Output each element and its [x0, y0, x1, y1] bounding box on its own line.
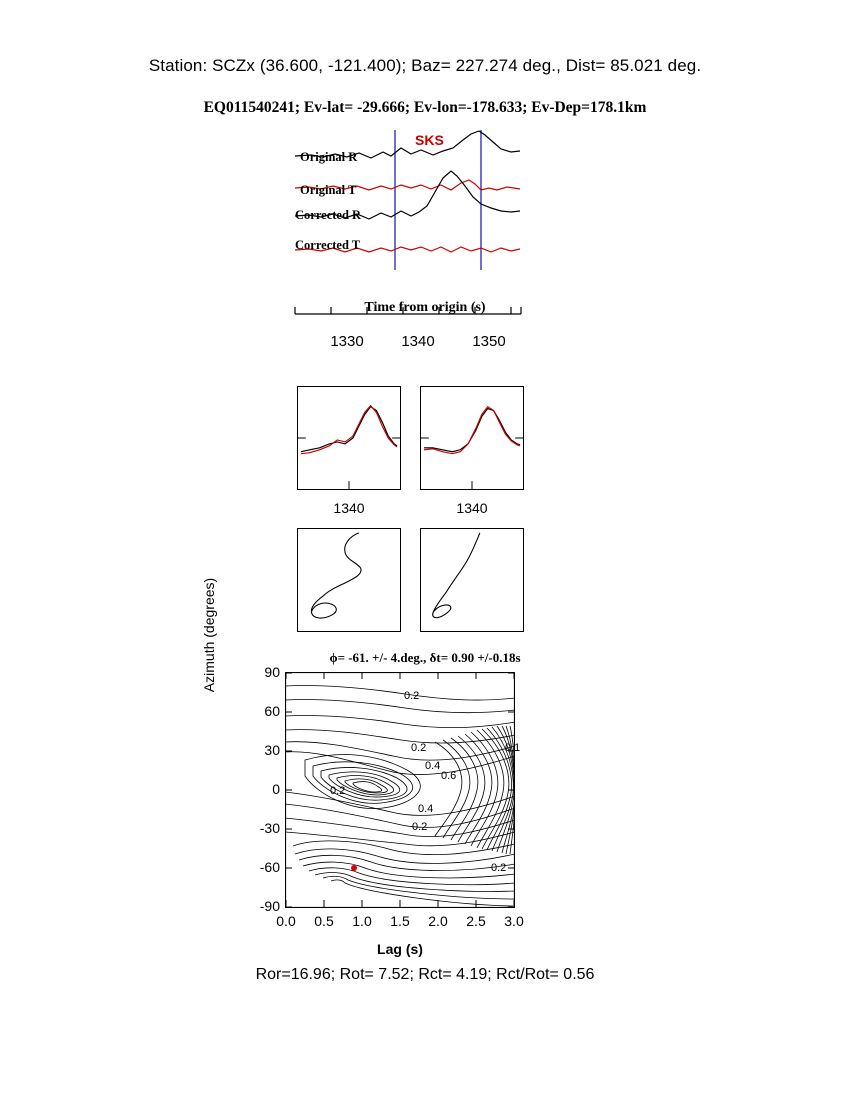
xtick-1: 0.5 — [314, 913, 334, 929]
label-original-t: Original T — [300, 183, 357, 197]
xtick-6: 3.0 — [504, 913, 524, 929]
ytick-neg90: -90 — [259, 898, 280, 914]
ytick-0: 0 — [272, 781, 280, 797]
contour-label-6: 0.2 — [412, 821, 428, 833]
box-tick-left-1340: 1340 — [333, 500, 365, 516]
label-corrected-r: Corrected R — [295, 208, 362, 222]
fast-slow-wave-box-left — [297, 386, 401, 490]
contour-label-0: 0.2 — [404, 690, 420, 702]
time-tick-1340: 1340 — [401, 333, 435, 350]
ytick-60: 60 — [264, 703, 280, 719]
ytick-30: 30 — [264, 742, 280, 758]
contour-label-4: 0.2 — [330, 785, 346, 797]
lag-azimuth-contour-plot — [285, 672, 515, 908]
xtick-5: 2.5 — [466, 913, 486, 929]
xtick-4: 2.0 — [428, 913, 448, 929]
contour-ylabel: Azimuth (degrees) — [201, 577, 217, 693]
event-header: EQ011540241; Ev-lat= -29.666; Ev-lon=-178.633; Ev-Dep=178.1km — [203, 99, 647, 116]
particle-motion-box-original — [297, 528, 401, 632]
ytick-90: 90 — [264, 664, 280, 680]
contour-label-7: 0.2 — [491, 862, 507, 874]
phi-dt-result-label: ϕ= -61. +/- 4.deg., δt= 0.90 +/-0.18s — [329, 650, 521, 665]
contour-label-3: 0.6 — [441, 770, 457, 782]
contour-label-5: 0.4 — [418, 803, 434, 815]
label-original-r: Original R — [300, 150, 358, 164]
fast-slow-wave-box-right — [420, 386, 524, 490]
contour-label-8: 0.1 — [505, 742, 521, 754]
contour-xlabel: Lag (s) — [377, 941, 423, 957]
contour-label-1: 0.2 — [411, 742, 427, 754]
ytick-neg60: -60 — [259, 859, 280, 875]
minimum-marker — [351, 865, 357, 871]
time-axis-title: Time from origin (s) — [364, 300, 486, 315]
quality-metrics-footer: Ror=16.96; Rot= 7.52; Rct= 4.19; Rct/Rot= 0.56 — [255, 966, 595, 983]
time-tick-1330: 1330 — [330, 333, 364, 350]
xtick-0: 0.0 — [276, 913, 296, 929]
sks-phase-label: SKS — [415, 132, 444, 148]
time-axis — [285, 305, 530, 323]
time-tick-1350: 1350 — [472, 333, 506, 350]
contour-label-2: 0.4 — [425, 760, 441, 772]
station-header: Station: SCZx (36.600, -121.400); Baz= 227.274 deg., Dist= 85.021 deg. — [148, 56, 702, 75]
particle-motion-box-corrected — [420, 528, 524, 632]
xtick-2: 1.0 — [352, 913, 372, 929]
ytick-neg30: -30 — [259, 820, 280, 836]
box-tick-right-1340: 1340 — [456, 500, 488, 516]
label-corrected-t: Corrected T — [295, 238, 361, 252]
xtick-3: 1.5 — [390, 913, 410, 929]
